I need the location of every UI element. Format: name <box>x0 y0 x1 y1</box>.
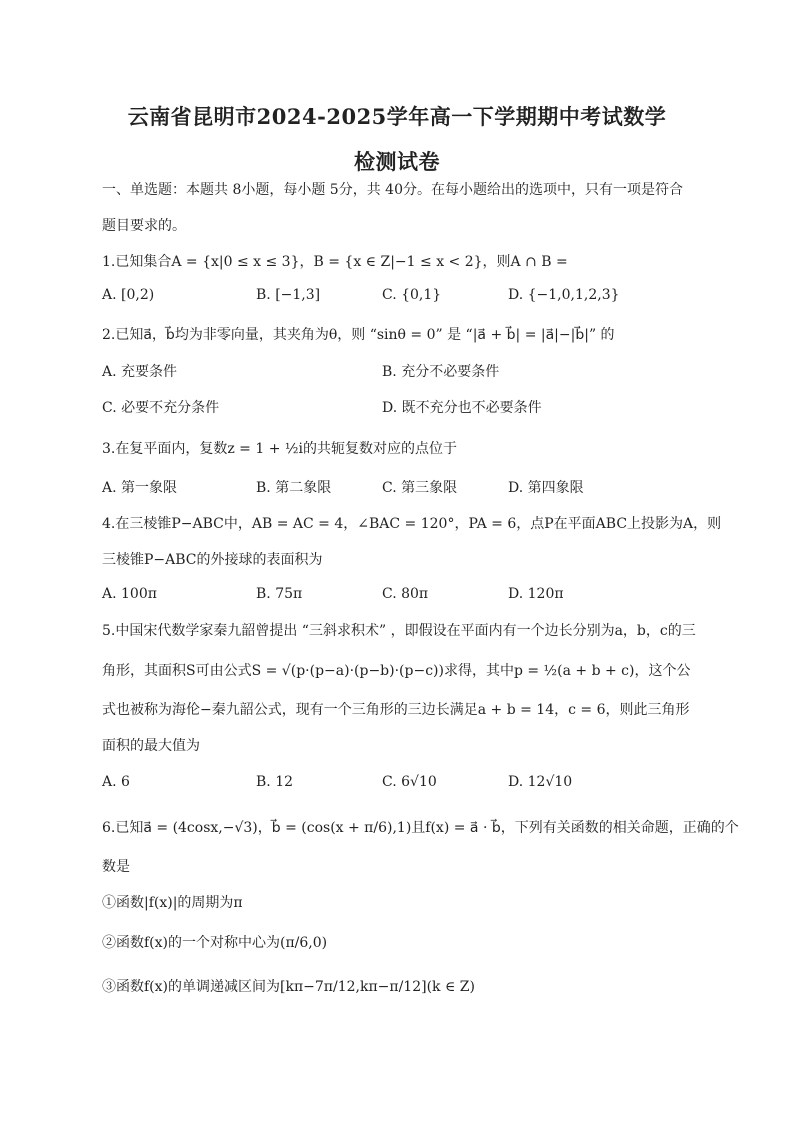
q2-option-b: B. 充分不必要条件 <box>382 364 500 380</box>
q2-option-c: C. 必要不充分条件 <box>102 400 220 416</box>
section-heading-line1: 一、单选题：本题共 8小题，每小题 5分，共 40分。在每小题给出的选项中，只有一项是符合 <box>102 182 683 198</box>
q3-option-b: B. 第二象限 <box>256 480 332 496</box>
q2-option-d: D. 既不充分也不必要条件 <box>382 400 542 416</box>
q1-option-c: C. {0,1} <box>382 287 442 303</box>
q6-stem-line2: 数是 <box>102 859 130 875</box>
q5-stem-line4: 面积的最大值为 <box>102 738 200 754</box>
q6-statement-2: ②函数f(x)的一个对称中心为(π/6,0) <box>102 935 328 951</box>
q1-option-a: A. [0,2) <box>102 287 155 303</box>
q1-stem: 1.已知集合A = {x|0 ≤ x ≤ 3}，B = {x ∈ Z|−1 ≤ x < 2}，则A ∩ B = <box>102 254 568 270</box>
q2-option-a: A. 充要条件 <box>102 364 178 380</box>
q4-stem-line1: 4.在三棱锥P−ABC中，AB = AC = 4，∠BAC = 120°，PA = 6，点P在平面ABC上投影为A，则 <box>102 516 722 532</box>
q4-option-c: C. 80π <box>382 586 429 602</box>
q1-option-b: B. [−1,3] <box>256 287 321 303</box>
q1-option-d: D. {−1,0,1,2,3} <box>508 287 620 303</box>
q5-stem-line3: 式也被称为海伦−秦九韶公式，现有一个三角形的三边长满足a + b = 14，c = 6，则此三角形 <box>102 702 690 718</box>
q5-option-c: C. 6√10 <box>382 774 437 790</box>
q5-option-b: B. 12 <box>256 774 294 790</box>
q6-statement-1: ①函数|f(x)|的周期为π <box>102 895 243 911</box>
q4-stem-line2: 三棱锥P−ABC的外接球的表面积为 <box>102 552 323 568</box>
q5-option-d: D. 12√10 <box>508 774 573 790</box>
q3-stem: 3.在复平面内，复数z = 1 + ½i的共轭复数对应的点位于 <box>102 441 457 457</box>
q3-option-d: D. 第四象限 <box>508 480 584 496</box>
q3-option-c: C. 第三象限 <box>382 480 458 496</box>
q6-statement-3: ③函数f(x)的单调递减区间为[kπ−7π/12,kπ−π/12](k ∈ Z) <box>102 979 475 995</box>
q3-option-a: A. 第一象限 <box>102 480 178 496</box>
section-heading-line2: 题目要求的。 <box>102 218 186 234</box>
q4-option-a: A. 100π <box>102 586 157 602</box>
q4-option-d: D. 120π <box>508 586 564 602</box>
doc-title-line1: 云南省昆明市2024-2025学年高一下学期期中考试数学 <box>127 104 667 129</box>
q5-option-a: A. 6 <box>102 774 130 790</box>
q5-stem-line2: 角形，其面积S可由公式S = √(p·(p−a)·(p−b)·(p−c))求得，其中p = ½(a + b + c)，这个公 <box>102 663 691 679</box>
doc-title-line2: 检测试卷 <box>354 149 440 174</box>
q6-stem-line1: 6.已知a⃗ = (4cosx,−√3)，b⃗ = (cos(x + π/6),1)且f(x) = a⃗ · b⃗，下列有关函数的相关命题，正确的个 <box>102 820 739 836</box>
q5-stem-line1: 5.中国宋代数学家秦九韶曾提出 “三斜求积术” ，即假设在平面内有一个边长分别为a，b，c的三 <box>102 623 696 639</box>
q2-stem: 2.已知a⃗，b⃗均为非零向量，其夹角为θ，则 “sinθ = 0” 是 “|a⃗ + b⃗| = |a⃗|−|b⃗|” 的 <box>102 327 615 343</box>
q4-option-b: B. 75π <box>256 586 303 602</box>
